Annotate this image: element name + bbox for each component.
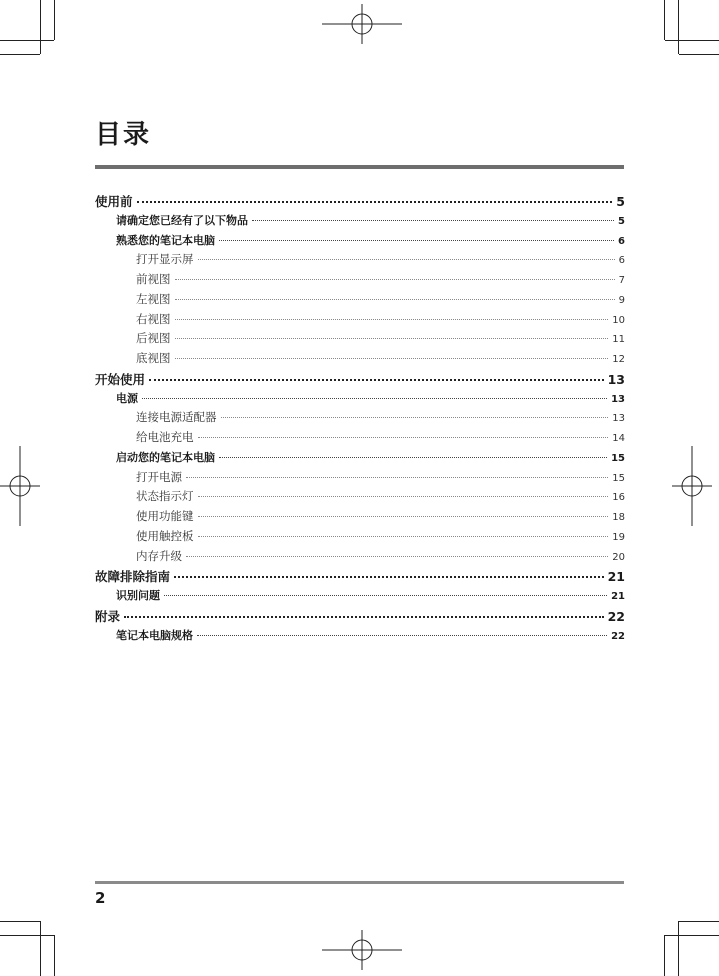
toc-dot-leader [175,338,609,339]
toc-entry-page: 5 [618,215,625,227]
toc-entry-level3[interactable] [136,311,625,327]
toc-entry-level1[interactable] [95,567,625,585]
toc-entry-level2[interactable] [116,587,625,603]
toc-entry-label: 后视图 [136,331,171,346]
toc-dot-leader [137,201,613,203]
toc-dot-leader [175,319,609,320]
toc-entry-label: 识别问题 [116,589,160,602]
toc-dot-leader [142,398,607,399]
toc-entry-label: 给电池充电 [136,430,194,444]
toc-entry-label: 电源 [116,391,138,405]
toc-entry-page: 13 [611,393,625,405]
toc-entry-page: 5 [616,194,625,209]
page-title: 目录 [95,120,152,150]
toc-entry-level3[interactable] [136,508,625,524]
toc-entry-level1[interactable] [95,607,625,625]
toc-entry-level3[interactable] [136,271,625,287]
toc-entry-label: 打开电源 [136,469,182,484]
title-rule [95,165,624,169]
toc-dot-leader [149,379,604,381]
toc-entry-level3[interactable] [136,291,625,307]
toc-dot-leader [175,299,615,300]
toc-entry-page: 13 [607,371,625,387]
toc-dot-leader [124,616,604,618]
toc-entry-label: 附录 [95,608,121,624]
toc-entry-page: 22 [611,630,625,642]
toc-entry-level3[interactable] [136,429,625,445]
toc-dot-leader [219,457,607,458]
toc-dot-leader [175,358,609,359]
footer-rule [95,881,624,884]
toc-entry-page: 15 [612,472,625,484]
toc-entry-level2[interactable] [116,449,625,465]
toc-dot-leader [198,516,609,517]
registration-mark-bottom [322,930,402,970]
toc-entry-label: 故障排除指南 [95,569,171,585]
toc-dot-leader [252,220,614,221]
toc-entry-level2[interactable] [116,390,625,406]
toc-entry-page: 10 [612,314,625,326]
toc-dot-leader [186,556,608,557]
toc-entry-label: 前视图 [136,272,171,286]
toc-entry-label: 使用功能键 [136,509,194,523]
toc-dot-leader [197,635,607,636]
toc-entry-label: 打开显示屏 [136,252,194,267]
toc-entry-page: 18 [612,512,625,523]
toc-entry-page: 14 [612,433,625,444]
toc-dot-leader [174,576,604,578]
toc-entry-page: 7 [618,275,625,286]
toc-entry-level3[interactable] [136,528,625,544]
registration-mark-top [322,4,402,44]
toc-entry-label: 笔记本电脑规格 [116,628,193,642]
toc-entry-level3[interactable] [136,251,625,267]
toc-entry-page: 12 [612,354,625,365]
toc-entry-page: 6 [618,255,625,267]
toc-entry-level3[interactable] [136,350,625,366]
toc-entry-label: 使用前 [95,194,133,209]
toc-entry-label: 状态指示灯 [136,489,194,504]
toc-entry-level2[interactable] [116,232,625,248]
toc-dot-leader [164,595,607,596]
toc-entry-page: 9 [618,294,625,306]
toc-dot-leader [198,437,609,438]
toc-entry-level3[interactable] [136,469,625,485]
toc-entry-label: 底视图 [136,351,171,365]
toc-dot-leader [198,536,609,537]
toc-entry-page: 20 [612,551,625,563]
toc-dot-leader [198,496,609,497]
toc-entry-page: 21 [611,591,625,602]
toc-entry-level1[interactable] [95,370,625,388]
toc-entry-level3[interactable] [136,409,625,425]
toc-entry-page: 11 [612,334,625,346]
page-number: 2 [95,889,106,907]
toc-entry-page: 22 [607,608,625,624]
toc-entry-label: 连接电源适配器 [136,410,217,425]
toc-entry-label: 右视图 [136,311,171,326]
toc-entry-label: 内存升级 [136,548,182,563]
toc-entry-level1[interactable] [95,192,625,210]
toc-dot-leader [198,259,615,260]
toc-entry-level3[interactable] [136,330,625,346]
toc-entry-label: 请确定您已经有了以下物品 [116,213,248,227]
toc-entry-label: 左视图 [136,291,171,306]
toc-entry-page: 13 [612,413,625,425]
registration-mark-left [0,446,40,526]
toc-entry-level2[interactable] [116,627,625,643]
toc-dot-leader [219,240,614,241]
toc-entry-page: 6 [618,235,625,247]
toc-dot-leader [186,477,608,478]
toc-entry-level3[interactable] [136,488,625,504]
toc-entry-page: 21 [607,569,625,585]
toc-entry-label: 开始使用 [95,371,146,387]
registration-mark-right [672,446,712,526]
toc-dot-leader [175,279,615,280]
toc-entry-label: 熟悉您的笔记本电脑 [116,233,215,247]
toc-entry-label: 使用触控板 [136,528,194,543]
toc-entry-page: 15 [611,452,625,464]
toc-entry-page: 19 [612,531,625,543]
toc-entry-level3[interactable] [136,548,625,564]
toc-entry-label: 启动您的笔记本电脑 [116,450,215,464]
toc-dot-leader [221,417,609,418]
toc-entry-level2[interactable] [116,212,625,228]
toc-entry-page: 16 [612,492,625,504]
